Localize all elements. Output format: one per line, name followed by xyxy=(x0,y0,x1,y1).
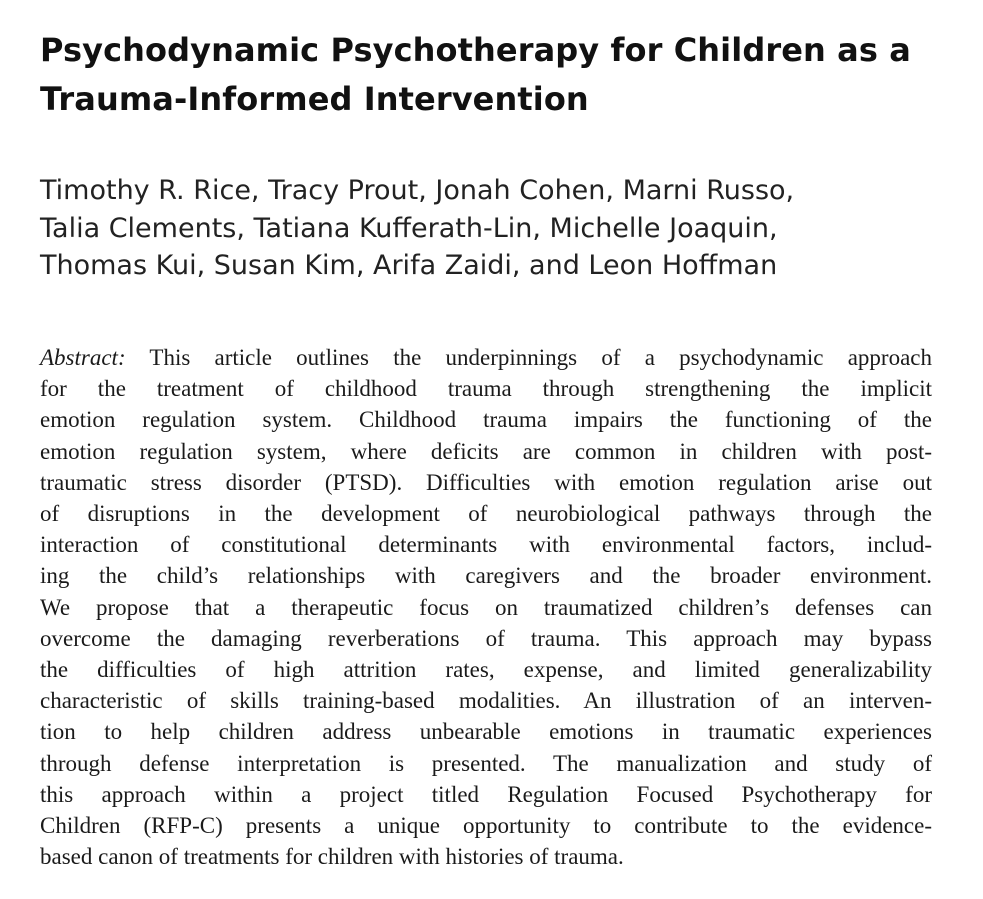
abstract-line: for the treatment of childhood trauma through strengthening the implicit xyxy=(40,376,932,402)
abstract-line: based canon of treatments for children with histories of trauma. xyxy=(40,844,624,870)
author-line: Thomas Kui, Susan Kim, Arifa Zaidi, and Leon Hoffman xyxy=(40,250,778,281)
paper-title xyxy=(40,26,940,124)
abstract-line: traumatic stress disorder (PTSD). Difficulties with emotion regulation arise out xyxy=(40,469,932,495)
abstract-line: ing the child’s relationships with caregivers and the broader environment. xyxy=(40,563,932,589)
abstract-line: of disruptions in the development of neurobiological pathways through the xyxy=(40,501,932,527)
author-line: Timothy R. Rice, Tracy Prout, Jonah Cohen, Marni Russo, xyxy=(40,175,795,206)
abstract-line: emotion regulation system, where deficits are common in children with post- xyxy=(40,438,932,464)
abstract-line xyxy=(40,342,932,373)
abstract-line: interaction of constitutional determinants with environmental factors, includ- xyxy=(40,532,932,558)
title-line: Psychodynamic Psychotherapy for Children as a xyxy=(40,31,911,69)
abstract-text: This article outlines the underpinnings of a psychodynamic approach xyxy=(149,345,932,370)
abstract-line: Children (RFP-C) presents a unique opportunity to contribute to the evidence- xyxy=(40,813,932,839)
abstract xyxy=(40,342,932,872)
abstract-label: Abstract: xyxy=(40,345,126,370)
abstract-line: tion to help children address unbearable emotions in traumatic experiences xyxy=(40,719,932,745)
author-line: Talia Clements, Tatiana Kufferath-Lin, Michelle Joaquin, xyxy=(40,212,778,244)
title-line: Trauma-Informed Intervention xyxy=(40,80,589,118)
abstract-line: characteristic of skills training-based modalities. An illustration of an interven- xyxy=(40,688,932,714)
abstract-line: through defense interpretation is presented. The manualization and study of xyxy=(40,750,932,776)
author-list xyxy=(40,172,960,285)
abstract-line: overcome the damaging reverberations of trauma. This approach may bypass xyxy=(40,625,932,651)
abstract-line: We propose that a therapeutic focus on traumatized children’s defenses can xyxy=(40,594,932,620)
abstract-line: emotion regulation system. Childhood trauma impairs the functioning of the xyxy=(40,407,932,433)
abstract-line: the difficulties of high attrition rates, expense, and limited generalizability xyxy=(40,657,932,683)
abstract-line: this approach within a project titled Regulation Focused Psychotherapy for xyxy=(40,781,932,807)
